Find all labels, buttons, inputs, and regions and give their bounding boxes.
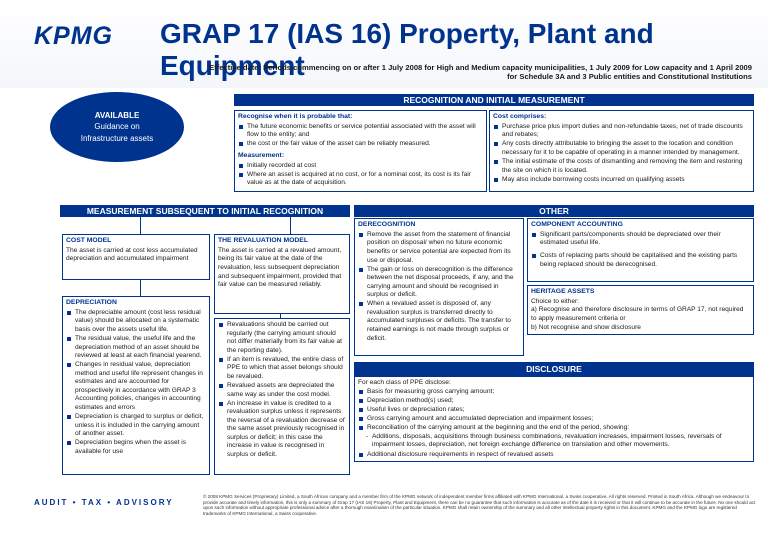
revaluation-rules-box bbox=[214, 318, 350, 475]
recognise-heading: Recognise when it is probable that: bbox=[238, 113, 353, 120]
measurement-item: Where an asset is acquired at no cost, or for a nominal cost, its cost is its fair value as at the date of acquisition. bbox=[238, 171, 483, 188]
disclosure-intro: For each class of PPE disclose: bbox=[358, 379, 451, 386]
depreciation-item: The depreciable amount (cost less residual value) should be allocated on a systematic basis over the assets useful life. bbox=[66, 309, 206, 335]
derecognition-heading: DERECOGNITION bbox=[358, 221, 416, 228]
connector-line bbox=[290, 217, 291, 234]
depreciation-item: Depreciation begins when the asset is available for use bbox=[66, 439, 206, 456]
cost-comprises-box bbox=[489, 110, 754, 192]
cost-model-heading: COST MODEL bbox=[66, 237, 112, 244]
disclosure-item: Gross carrying amount and accumulated depreciation and impairment losses; bbox=[358, 415, 750, 424]
page-title: GRAP 17 (IAS 16) Property, Plant and Equipment bbox=[160, 18, 654, 81]
oval-line-2: Guidance on bbox=[94, 122, 140, 132]
footer-services: AUDIT • TAX • ADVISORY bbox=[34, 498, 174, 507]
revaluation-heading: THE REVALUATION MODEL bbox=[218, 237, 308, 244]
subsequent-bar: MEASUREMENT SUBSEQUENT TO INITIAL RECOGNITION bbox=[60, 205, 350, 217]
depreciation-item: Depreciation is charged to surplus or deficit, unless it is included in the carrying amount of another asset. bbox=[66, 413, 206, 439]
oval-line-1: AVAILABLE bbox=[94, 111, 140, 121]
revaluation-item: An increase in value is credited to a revaluation surplus unless it represents the reversal of a revaluation decrease of the same asset previously recognised in surplus or deficit; in this case the increase in value is recognised in surplus or deficit. bbox=[218, 400, 346, 460]
disclosure-item: Additional disclosure requirements in respect of revalued assets bbox=[358, 451, 750, 460]
revaluation-item: If an item is revalued, the entire class of PPE to which that asset belongs should be revalued. bbox=[218, 356, 346, 382]
cost-model-box bbox=[62, 234, 210, 280]
heritage-option-b: b) Not recognise and show disclosure bbox=[531, 323, 641, 331]
effective-line-1: Effective date: Periods commencing on or after 1 July 2008 for High and Medium capacity municipalities, 1 July 2009 for Low capacity and 1 April 2009 bbox=[209, 63, 752, 72]
disclosure-item: Reconciliation of the carrying amount at the beginning and the end of the period, showing: bbox=[358, 424, 750, 433]
cost-item: May also include borrowing costs incurred on qualifying assets bbox=[493, 176, 750, 185]
revaluation-text: The asset is carried at a revalued amount, being its fair value at the date of the revaluation, less subsequent depreciation and subsequent impairment, provided that fair value can be measured reliably. bbox=[218, 246, 342, 289]
cost-item: The initial estimate of the costs of dismantling and removing the item and restoring the site on which it is located. bbox=[493, 158, 750, 175]
cost-heading: Cost comprises: bbox=[493, 113, 547, 120]
disclosure-item: Depreciation method(s) used; bbox=[358, 397, 750, 406]
disclosure-sub-item: - Additions, disposals, acquisitions through business combinations, revaluation increases, impairment losses, reversals of impairment losses, depreciation, net foreign exchange difference on translation and other movements. bbox=[358, 433, 750, 450]
recognition-bar: RECOGNITION AND INITIAL MEASUREMENT bbox=[234, 94, 754, 106]
derecognition-item: Remove the asset from the statement of financial position on disposal/ when no future economic benefits or service potential are expected from its use or disposal. bbox=[358, 231, 520, 265]
copyright-text: © 2008 KPMG Services (Proprietary) Limited, a South African company and a member firm of the KPMG network of independent member firms affiliated with KPMG International, a Swiss cooperative. All rights reserved. Printed in South Africa. Although we endeavour to provide accurate and timely information, this is only a summary of Grap 17 (IAS 16) Property, Plant and Equipment, there can be no guarantee that such information is accurate as of the date it is received or that it will continue to be accurate in the future. No one should act upon such information without appropriate professional advice after a thorough examination of the particular situation. KPMG shall retain ownership of the summary and all other intellectual property rights in this document. KPMG and the KPMG logo are registered trademarks of KPMG International, a Swiss cooperative. bbox=[203, 494, 756, 516]
disclosure-bar: DISCLOSURE bbox=[354, 362, 754, 376]
heritage-option-a: a) Recognise and therefore disclosure in terms of GRAP 17, not required to apply measurement criteria or bbox=[531, 306, 744, 322]
revaluation-model-box bbox=[214, 234, 350, 314]
depreciation-heading: DEPRECIATION bbox=[66, 299, 117, 306]
cost-item: Any costs directly attributable to bringing the asset to the location and condition necessary for it to be capable of operating in a manner intended by management. bbox=[493, 140, 750, 157]
oval-line-3: Infrastructure assets bbox=[80, 133, 154, 143]
guidance-oval bbox=[50, 92, 184, 162]
measurement-heading: Measurement: bbox=[238, 152, 285, 160]
recognise-item: The future economic benefits or service potential associated with the asset will flow to the entity; and bbox=[238, 123, 483, 140]
connector-line bbox=[140, 280, 141, 296]
heritage-box bbox=[527, 285, 754, 335]
recognise-item: the cost or the fair value of the asset can be reliably measured. bbox=[238, 140, 483, 149]
component-item: Significant parts/components should be depreciated over their estimated useful life. bbox=[531, 231, 750, 248]
cost-item: Purchase price plus import duties and non-refundable taxes, net of trade discounts and rebates; bbox=[493, 123, 750, 140]
cost-model-text: The asset is carried at cost less accumulated depreciation and accumulated impairment bbox=[66, 246, 198, 263]
heritage-heading: HERITAGE ASSETS bbox=[531, 288, 595, 295]
revaluation-item: Revaluations should be carried out regularly (the carrying amount should not differ materially from its fair value at the reporting date). bbox=[218, 321, 346, 355]
depreciation-item: The residual value, the useful life and the depreciation method of an asset should be reviewed at least at each financial yearend. bbox=[66, 335, 206, 361]
component-box bbox=[527, 218, 754, 282]
component-heading: COMPONENT ACCOUNTING bbox=[531, 221, 623, 228]
kpmg-logo: KPMG bbox=[34, 22, 113, 50]
derecognition-item: The gain or loss on derecognition is the difference between the net disposal proceeds, if any, and the carrying amount and should be recognised in surplus or deficit. bbox=[358, 266, 520, 300]
depreciation-box bbox=[62, 296, 210, 475]
measurement-item: Initially recorded at cost bbox=[238, 162, 483, 171]
effective-line-2: for Schedule 3A and 3 Public entities and Constitutional Institutions bbox=[507, 72, 752, 82]
disclosure-box bbox=[354, 376, 754, 462]
revaluation-item: Revalued assets are depreciated the same way as under the cost model. bbox=[218, 382, 346, 399]
effective-date bbox=[200, 63, 752, 82]
derecognition-box bbox=[354, 218, 524, 356]
disclosure-item: Basis for measuring gross carrying amount; bbox=[358, 388, 750, 397]
depreciation-item: Changes in residual value, depreciation method and useful life represent changes in estimates and are accounted for prospectively in accordance with GRAP 3 Accounting policies, changes in accounting estimates and errors bbox=[66, 361, 206, 412]
heritage-intro: Choice to either: bbox=[531, 297, 580, 305]
recognise-box bbox=[234, 110, 487, 192]
component-item: Costs of replacing parts should be capitalised and the existing parts being replaced should be derecognised. bbox=[531, 252, 750, 269]
other-bar: OTHER bbox=[354, 205, 754, 217]
derecognition-item: When a revalued asset is disposed of, any revaluation surplus is transferred directly to accumulated surpluses or deficits. The transfer to retained earnings is not made through surplus or deficit. bbox=[358, 300, 520, 343]
disclosure-item: Useful lives or depreciation rates; bbox=[358, 406, 750, 415]
connector-line bbox=[140, 217, 141, 234]
